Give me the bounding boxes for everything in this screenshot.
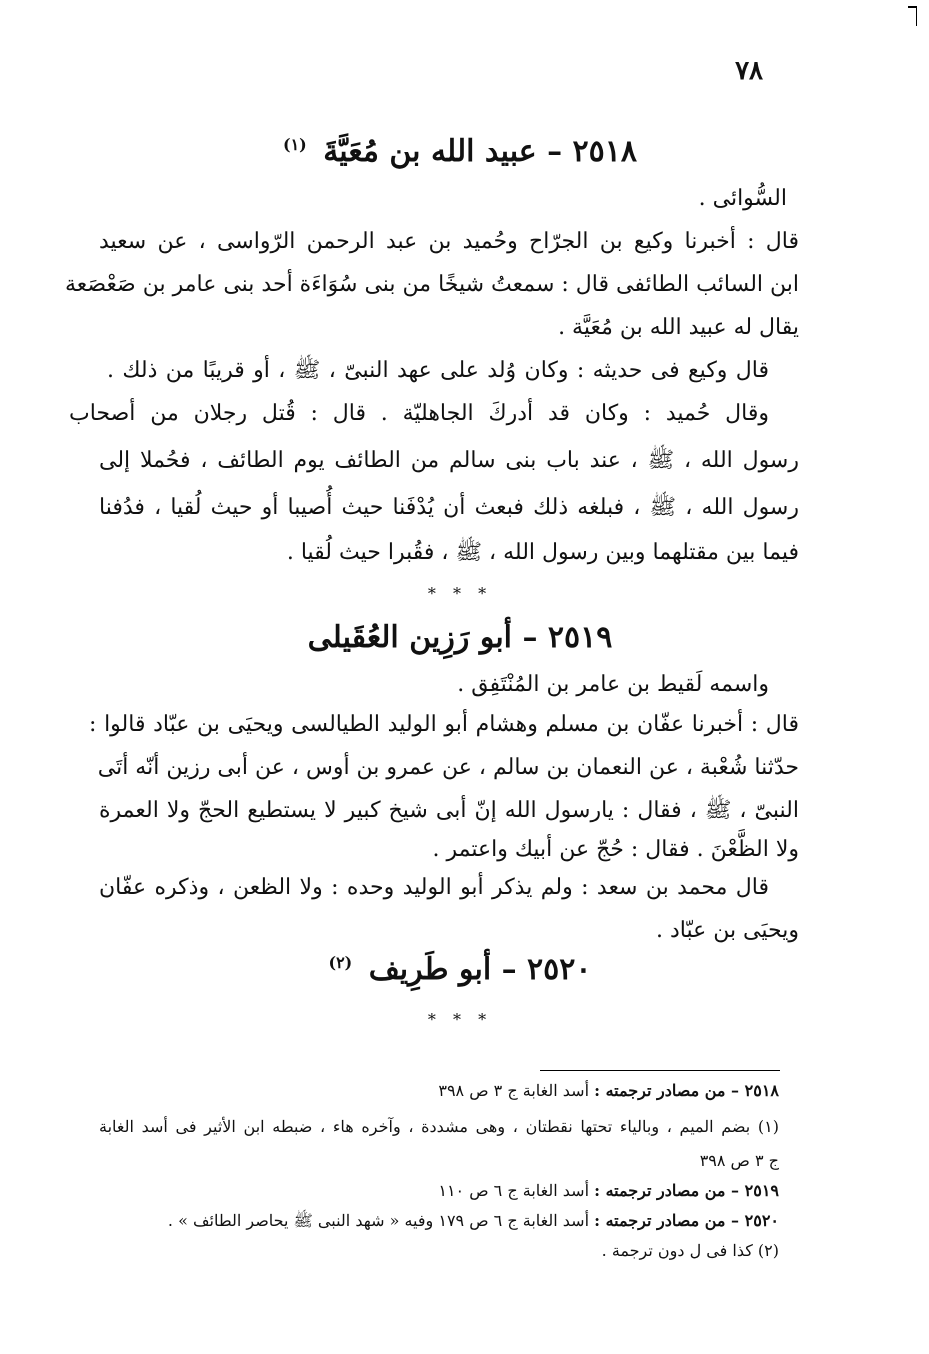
- footnote-ref: (١): [283, 135, 307, 154]
- entry-title-2519: [140, 620, 780, 655]
- section-separator: * * *: [427, 584, 493, 603]
- entry-line: رسول الله ، ﷺ ، فبلغه ذلك فبعث أن يُدْفَنا حيث أُصيبا أو حيث لُقيا ، فدُفنا: [99, 495, 799, 520]
- entry-line: ولا الظَّعْنَ . فقال : حُجّ عن أبيك واعتمر .: [432, 837, 799, 862]
- entry-line: واسمه لَقيط بن عامر بن المُنْتَفِق .: [457, 672, 769, 697]
- entry-line: قال : أخبرنا عفّان بن مسلم وهشام أبو الوليد الطيالسى ويحيَى بن عبّاد قالوا :: [89, 712, 799, 737]
- section-separator: * * *: [427, 1010, 493, 1029]
- entry-line: قال : أخبرنا وكيع بن الجرّاح وحُميد بن عبد الرحمن الرّواسى ، عن سعيد: [99, 229, 799, 254]
- entry-title-text: ٢٥١٨ – عبيد الله بن مُعَيَّةَ: [323, 134, 637, 169]
- footnote-1: (١) بضم الميم ، وبالياء تحتها نقطتان ، وهى مشددة ، وآخره هاء ، ضبطه ابن الأثير فى أسد الغابة: [99, 1117, 780, 1136]
- entry-line: رسول الله ، ﷺ ، عند باب بنى سالم من الطائف يوم الطائف ، فحُملا إلى: [99, 448, 799, 473]
- footnote-rule: [540, 1070, 780, 1071]
- scan-corner-mark: [908, 6, 917, 26]
- entry-line: النبىّ ، ﷺ ، فقال : يارسول الله إنّ أبى شيخ كبير لا يستطيع الحجّ ولا العمرة: [99, 798, 799, 823]
- entry-title-text: ٢٥١٩ – أبو رَزِين العُقَيلى: [307, 620, 613, 655]
- entry-line: قال وكيع فى حديثه : وكان وُلد على عهد النبىّ ، ﷺ ، أو قريبًا من ذلك .: [107, 358, 769, 383]
- footnote-source-2519: ٢٥١٩ – من مصادر ترجمته : أسد الغابة ج ٦ ص ١١٠: [438, 1181, 779, 1200]
- footnote-source-2518: ٢٥١٨ – من مصادر ترجمته : أسد الغابة ج ٣ ص ٣٩٨: [438, 1081, 779, 1100]
- footnote-2: (٢) كذا فى ل دون ترجمة .: [601, 1241, 779, 1260]
- entry-title-text: ٢٥٢٠ – أبو طَرِيف: [368, 952, 592, 987]
- entry-line: السُّوائى .: [698, 186, 787, 211]
- entry-line: يقال له عبيد الله بن مُعَيَّة .: [558, 315, 799, 340]
- entry-line: فيما بين مقتلهما وبين رسول الله ، ﷺ ، فقُبرا حيث لُقيا .: [286, 540, 799, 565]
- entry-line: ويحيَى بن عبّاد .: [655, 918, 799, 943]
- footnote-1-continued: ج ٣ ص ٣٩٨: [699, 1151, 779, 1170]
- entry-line: قال محمد بن سعد : ولم يذكر أبو الوليد وحده : ولا الظعن ، وذكره عفّان: [99, 875, 769, 900]
- entry-line: حدّثنا شُعْبة ، عن النعمان بن سالم ، عن عمرو بن أوس ، عن أبى رزين أنّه أتَى: [97, 755, 799, 780]
- entry-line: ابن السائب الطائفى قال : سمعتُ شيخًا من بنى سُوَاءَة أحد بنى عامر بن صَعْصَعة: [64, 272, 799, 297]
- entry-title-2518: [140, 134, 780, 169]
- entry-line: وقال حُميد : وكان قد أدركَ الجاهليّة . قال : قُتل رجلان من أصحاب: [69, 401, 769, 426]
- footnote-ref: (٢): [328, 953, 353, 972]
- page-number: ٧٨: [735, 56, 763, 86]
- entry-title-2520: [140, 952, 780, 987]
- footnote-source-2520: ٢٥٢٠ – من مصادر ترجمته : أسد الغابة ج ٦ ص ١٧٩ وفيه « شهد النبى ﷺ يحاصر الطائف » .: [167, 1211, 779, 1230]
